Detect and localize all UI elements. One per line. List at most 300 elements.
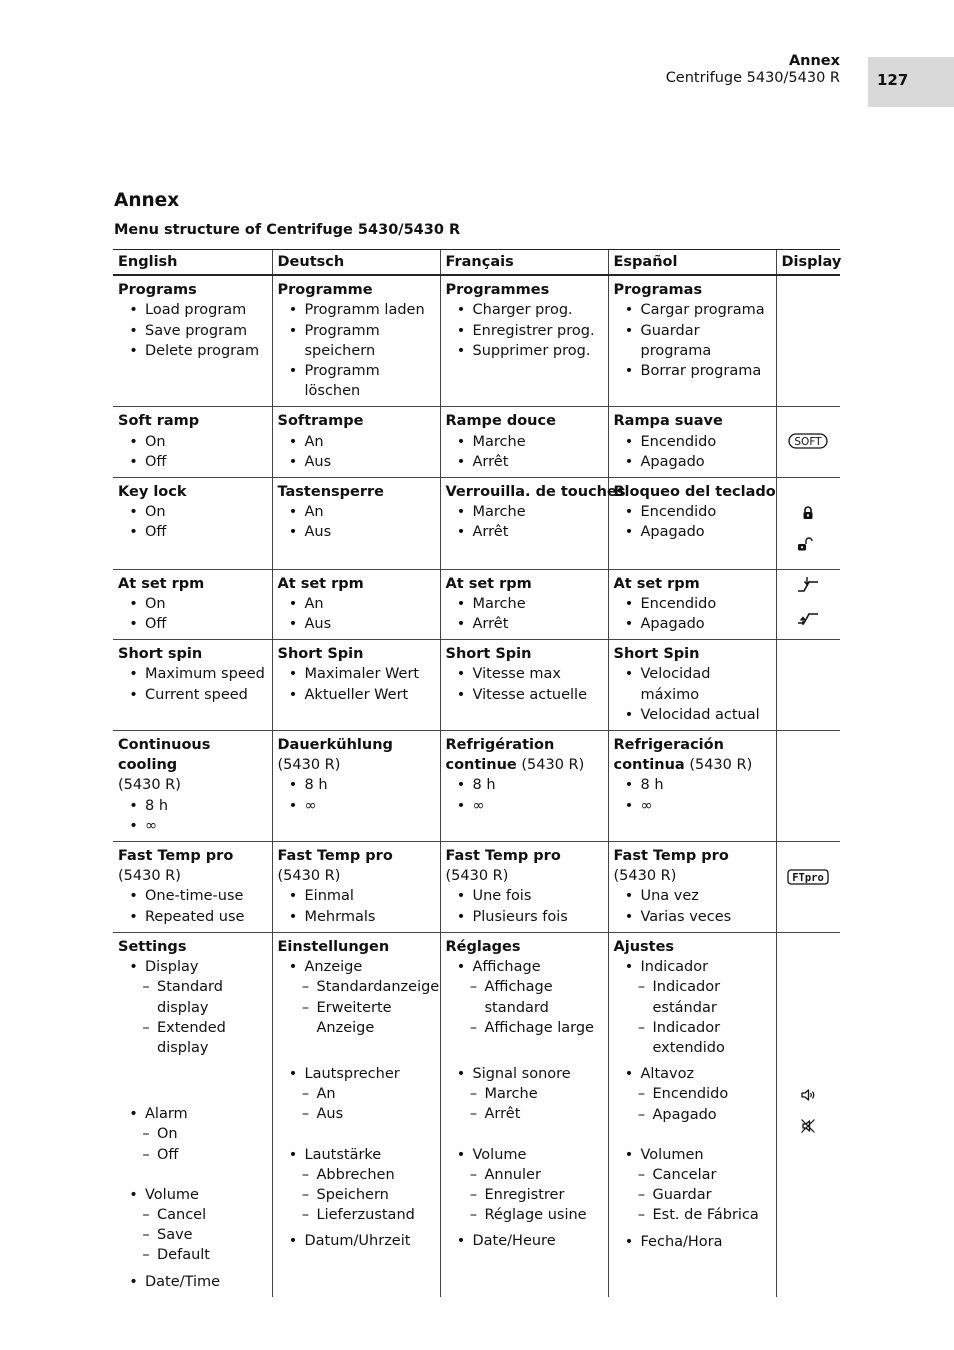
row-title: Programs bbox=[118, 282, 197, 299]
sub-list-item: – Extended display bbox=[118, 1018, 268, 1058]
list-item-text: Arrêt bbox=[472, 524, 509, 541]
row-title: Fast Temp pro bbox=[445, 848, 561, 865]
list-item-text: Off bbox=[157, 1146, 179, 1163]
sub-list-item: – Est. de Fábrica bbox=[614, 1205, 772, 1225]
list-item: • Affichage bbox=[446, 957, 604, 977]
list-item: • Encendido bbox=[614, 502, 772, 522]
list-item-text: An bbox=[304, 433, 324, 450]
cell-en bbox=[113, 640, 272, 731]
list-item-text: An bbox=[304, 595, 324, 612]
row-note: (5430 R) bbox=[689, 757, 753, 774]
list-item: • 8 h bbox=[278, 775, 436, 795]
list-item: • Maximum speed bbox=[118, 664, 268, 684]
row-title: Réglages bbox=[445, 938, 521, 955]
row-title: Refrigeración bbox=[613, 737, 724, 754]
speaker-off-icon bbox=[800, 1118, 816, 1134]
sub-list-item: – Réglage usine bbox=[446, 1205, 604, 1225]
row-title: Dauerkühlung bbox=[277, 737, 393, 754]
list-item-text: Affichage large bbox=[484, 1019, 594, 1036]
cell-en bbox=[113, 842, 272, 933]
sub-list-item: – Indicador extendido bbox=[614, 1018, 772, 1058]
list-item: • Aus bbox=[278, 452, 436, 472]
list-item: • Velocidad máximo bbox=[614, 664, 772, 704]
list-item-text: Volume bbox=[472, 1146, 527, 1163]
list-item: • Aus bbox=[278, 522, 436, 542]
list-item: • Enregistrer prog. bbox=[446, 321, 604, 341]
list-item: • On bbox=[118, 432, 268, 452]
row-title: Fast Temp pro bbox=[613, 848, 729, 865]
cell-de bbox=[272, 569, 440, 640]
row-title-cont: continue bbox=[445, 757, 517, 774]
list-item-text: Borrar programa bbox=[640, 363, 762, 380]
cell-fr bbox=[440, 932, 608, 1296]
list-item-text: Apagado bbox=[640, 524, 705, 541]
list-item-text: Maximum speed bbox=[145, 666, 265, 683]
list-item: • Save program bbox=[118, 321, 268, 341]
list-item-text: Erweiterte Anzeige bbox=[316, 999, 392, 1036]
list-item-text: Fecha/Hora bbox=[640, 1233, 723, 1250]
list-item-text: Anzeige bbox=[304, 959, 363, 976]
list-item-text: Display bbox=[145, 959, 199, 976]
cell-en bbox=[113, 407, 272, 478]
list-item-text: Varias veces bbox=[640, 908, 732, 925]
list-item-text: On bbox=[145, 595, 166, 612]
list-item-text: ∞ bbox=[472, 797, 485, 814]
row-note: (5430 R) bbox=[445, 868, 509, 885]
list-item-text: Lieferzustand bbox=[316, 1207, 415, 1224]
cell-de bbox=[272, 842, 440, 933]
sub-list-item: – Standardanzeige bbox=[278, 977, 436, 997]
row-title: Refrigération bbox=[445, 737, 555, 754]
list-item-text: Off bbox=[145, 453, 167, 470]
list-item-text: Apagado bbox=[652, 1106, 717, 1123]
list-item: • Apagado bbox=[614, 614, 772, 634]
list-item-text: Charger prog. bbox=[472, 302, 573, 319]
list-item-text: Save program bbox=[145, 322, 248, 339]
list-item-text: ∞ bbox=[640, 797, 653, 814]
row-title: Settings bbox=[118, 938, 187, 955]
cell-fr bbox=[440, 407, 608, 478]
row-title: Soft ramp bbox=[118, 413, 200, 430]
row-note: (5430 R) bbox=[521, 757, 585, 774]
list-item: • An bbox=[278, 502, 436, 522]
list-item-text: Affichage standard bbox=[484, 979, 553, 1016]
list-item: • Date/Heure bbox=[446, 1231, 604, 1251]
list-item: • Arrêt bbox=[446, 614, 604, 634]
cell-de bbox=[272, 731, 440, 842]
cell-de bbox=[272, 478, 440, 570]
list-item: • Aus bbox=[278, 614, 436, 634]
cell-display bbox=[776, 569, 840, 640]
sub-list-item: – Affichage large bbox=[446, 1018, 604, 1038]
list-item: • Lautsprecher bbox=[278, 1064, 436, 1084]
list-item-text: On bbox=[145, 433, 166, 450]
cell-en bbox=[113, 569, 272, 640]
list-item: • ∞ bbox=[118, 816, 268, 836]
list-item: • ∞ bbox=[614, 796, 772, 816]
list-item-text: Einmal bbox=[304, 888, 354, 905]
list-item-text: Una vez bbox=[640, 888, 699, 905]
row-title: At set rpm bbox=[445, 575, 532, 592]
table-row bbox=[113, 275, 840, 407]
list-item: • Charger prog. bbox=[446, 300, 604, 320]
list-item-text: Aktueller Wert bbox=[304, 686, 409, 703]
table-header-row bbox=[113, 250, 840, 276]
sub-list-item: – Erweiterte Anzeige bbox=[278, 998, 436, 1038]
list-item-text: Altavoz bbox=[640, 1066, 695, 1083]
list-item: • Guardar programa bbox=[614, 321, 772, 361]
row-note: (5430 R) bbox=[118, 868, 181, 885]
cell-display bbox=[776, 478, 840, 570]
list-item-text: Est. de Fábrica bbox=[652, 1207, 759, 1224]
col-header-deutsch: Deutsch bbox=[272, 250, 440, 276]
list-item-text: Repeated use bbox=[145, 908, 245, 925]
fast-temp-pro-icon bbox=[787, 869, 829, 885]
row-note: (5430 R) bbox=[118, 777, 181, 794]
lock-open-icon bbox=[796, 536, 820, 552]
table-row bbox=[113, 478, 840, 570]
cell-es bbox=[608, 932, 776, 1296]
page-number: 127 bbox=[877, 71, 909, 89]
cell-es bbox=[608, 842, 776, 933]
list-item-text: Cancelar bbox=[652, 1166, 717, 1183]
row-title: Short spin bbox=[118, 646, 203, 663]
list-item: • Repeated use bbox=[118, 907, 268, 927]
row-title: Programas bbox=[613, 282, 703, 299]
sub-list-item: – Cancel bbox=[118, 1205, 268, 1225]
list-item: • On bbox=[118, 502, 268, 522]
cell-es bbox=[608, 731, 776, 842]
list-item-text: Signal sonore bbox=[472, 1065, 571, 1082]
list-item: • On bbox=[118, 594, 268, 614]
soft-ramp-icon bbox=[788, 433, 828, 449]
list-item: • Velocidad actual bbox=[614, 705, 772, 725]
list-item: • Programm laden bbox=[278, 300, 436, 320]
cell-fr bbox=[440, 275, 608, 407]
row-title: Short Spin bbox=[445, 646, 532, 663]
list-item: • Date/Time bbox=[118, 1272, 268, 1292]
list-item-text: Encendido bbox=[652, 1086, 729, 1103]
list-item-text: On bbox=[145, 504, 166, 521]
list-item-text: An bbox=[316, 1086, 336, 1103]
list-item: • Lautstärke bbox=[278, 1145, 436, 1165]
list-item: • Delete program bbox=[118, 341, 268, 361]
list-item-text: Apagado bbox=[640, 453, 705, 470]
list-item: • Einmal bbox=[278, 886, 436, 906]
row-note: (5430 R) bbox=[613, 868, 677, 885]
cell-es bbox=[608, 407, 776, 478]
header-product: Centrifuge 5430/5430 R bbox=[665, 70, 840, 86]
list-item: • Off bbox=[118, 452, 268, 472]
row-title: Programmes bbox=[445, 282, 550, 299]
row-title: Fast Temp pro bbox=[277, 848, 393, 865]
list-item: • An bbox=[278, 594, 436, 614]
at-set-rpm-on-icon bbox=[796, 576, 820, 594]
row-note: (5430 R) bbox=[277, 868, 341, 885]
row-title: Bloqueo del teclado bbox=[613, 484, 776, 501]
list-item: • 8 h bbox=[118, 796, 268, 816]
list-item-text: Mehrmals bbox=[304, 908, 376, 925]
list-item: • Marche bbox=[446, 432, 604, 452]
speaker-on-icon bbox=[800, 1087, 816, 1103]
cell-display bbox=[776, 407, 840, 478]
sub-list-item: – Default bbox=[118, 1245, 268, 1265]
cell-fr bbox=[440, 478, 626, 570]
list-item-text: Volume bbox=[145, 1186, 199, 1203]
running-header bbox=[666, 53, 840, 87]
cell-en bbox=[113, 275, 272, 407]
cell-display bbox=[776, 842, 840, 933]
list-item-text: Marche bbox=[472, 504, 526, 521]
list-item-text: Date/Time bbox=[145, 1273, 221, 1290]
list-item-text: Delete program bbox=[145, 342, 260, 359]
row-title: Short Spin bbox=[277, 646, 364, 663]
list-item-text: Default bbox=[157, 1247, 210, 1264]
row-note: (5430 R) bbox=[277, 757, 341, 774]
list-item: • Una vez bbox=[614, 886, 772, 906]
list-item-text: 8 h bbox=[304, 777, 328, 794]
list-item-text: Programm laden bbox=[304, 302, 425, 319]
page-title: Annex bbox=[114, 190, 180, 211]
list-item: • One-time-use bbox=[118, 886, 268, 906]
row-title: Programme bbox=[277, 282, 373, 299]
list-item-text: Velocidad máximo bbox=[640, 666, 711, 703]
list-item-text: Maximaler Wert bbox=[304, 666, 420, 683]
cell-display bbox=[776, 932, 840, 1296]
sub-list-item: – Annuler bbox=[446, 1165, 604, 1185]
list-item-text: Datum/Uhrzeit bbox=[304, 1233, 411, 1250]
list-item: • Mehrmals bbox=[278, 907, 436, 927]
list-item-text: Indicador bbox=[640, 959, 709, 976]
row-title: Rampe douce bbox=[445, 413, 556, 430]
list-item-text: An bbox=[304, 504, 324, 521]
list-item-text: Current speed bbox=[145, 686, 248, 703]
list-item-text: Arrêt bbox=[484, 1106, 521, 1123]
list-item: • Volume bbox=[118, 1185, 268, 1205]
sub-list-item: – Marche bbox=[446, 1084, 604, 1104]
sub-list-item: – Aus bbox=[278, 1104, 436, 1124]
list-item: • Datum/Uhrzeit bbox=[278, 1231, 436, 1251]
list-item-text: Programm löschen bbox=[304, 363, 380, 400]
list-item-text: Velocidad actual bbox=[640, 706, 760, 723]
cell-fr bbox=[440, 731, 608, 842]
list-item: • Programm speichern bbox=[278, 321, 436, 361]
list-item-text: Volumen bbox=[640, 1146, 704, 1163]
table-row bbox=[113, 407, 840, 478]
sub-list-item: – On bbox=[118, 1124, 268, 1144]
list-item: • Aktueller Wert bbox=[278, 685, 436, 705]
list-item-text: Marche bbox=[472, 433, 526, 450]
list-item: • Supprimer prog. bbox=[446, 341, 604, 361]
list-item-text: Load program bbox=[145, 302, 247, 319]
list-item-text: Encendido bbox=[640, 504, 717, 521]
list-item-text: Guardar programa bbox=[640, 322, 712, 359]
list-item: • Programm löschen bbox=[278, 361, 436, 401]
cell-de bbox=[272, 640, 440, 731]
row-title: Ajustes bbox=[613, 938, 675, 955]
col-header-english: English bbox=[113, 250, 272, 276]
list-item-text: Lautstärke bbox=[304, 1146, 382, 1163]
row-title: Einstellungen bbox=[277, 938, 390, 955]
page-number-box bbox=[868, 57, 954, 107]
list-item: • Volumen bbox=[614, 1145, 772, 1165]
list-item: • Varias veces bbox=[614, 907, 772, 927]
sub-list-item: – Affichage standard bbox=[446, 977, 604, 1017]
row-title: At set rpm bbox=[118, 575, 205, 592]
at-set-rpm-off-icon bbox=[796, 608, 820, 626]
list-item-text: Réglage usine bbox=[484, 1207, 587, 1224]
list-item-text: ∞ bbox=[304, 797, 317, 814]
list-item: • Apagado bbox=[614, 452, 772, 472]
row-title: At set rpm bbox=[613, 575, 700, 592]
svg-text:FTpro: FTpro bbox=[792, 872, 825, 885]
list-item: • Signal sonore bbox=[446, 1064, 604, 1084]
list-item: • Maximaler Wert bbox=[278, 664, 436, 684]
list-item-text: Aus bbox=[304, 453, 332, 470]
list-item: • Encendido bbox=[614, 594, 772, 614]
list-item: • Fecha/Hora bbox=[614, 1232, 772, 1252]
list-item-text: Plusieurs fois bbox=[472, 908, 568, 925]
cell-en bbox=[113, 478, 272, 570]
list-item-text: Affichage bbox=[472, 959, 541, 976]
list-item: • Off bbox=[118, 522, 268, 542]
list-item-text: Encendido bbox=[640, 595, 717, 612]
list-item-text: Date/Heure bbox=[472, 1233, 556, 1250]
list-item: • Off bbox=[118, 614, 268, 634]
list-item: • Display bbox=[118, 957, 268, 977]
list-item-text: Save bbox=[157, 1227, 193, 1244]
row-title: Verrouilla. de touches bbox=[445, 484, 626, 501]
list-item-text: Speichern bbox=[316, 1186, 389, 1203]
table-row bbox=[113, 569, 840, 640]
list-item-text: Marche bbox=[484, 1086, 538, 1103]
sub-list-item: – Encendido bbox=[614, 1084, 772, 1104]
list-item-text: 8 h bbox=[145, 797, 169, 814]
list-item-text: Vitesse actuelle bbox=[472, 686, 588, 703]
sub-list-item: – Enregistrer bbox=[446, 1185, 604, 1205]
list-item: • ∞ bbox=[278, 796, 436, 816]
list-item: • Vitesse actuelle bbox=[446, 685, 604, 705]
list-item-text: Enregistrer prog. bbox=[472, 322, 595, 339]
sub-list-item: – Apagado bbox=[614, 1105, 772, 1125]
sub-list-item: – Cancelar bbox=[614, 1165, 772, 1185]
lock-closed-icon bbox=[800, 505, 816, 521]
row-title: Rampa suave bbox=[613, 413, 723, 430]
table-row bbox=[113, 932, 840, 1296]
list-item-text: Supprimer prog. bbox=[472, 342, 591, 359]
list-item: • Current speed bbox=[118, 685, 268, 705]
list-item-text: One-time-use bbox=[145, 888, 244, 905]
list-item: • Arrêt bbox=[446, 522, 604, 542]
row-title: Fast Temp pro bbox=[118, 848, 234, 865]
list-item: • Marche bbox=[446, 594, 604, 614]
list-item-text: Extended display bbox=[157, 1019, 226, 1056]
cell-en bbox=[113, 731, 272, 842]
list-item: • Arrêt bbox=[446, 452, 604, 472]
sub-list-item: – Speichern bbox=[278, 1185, 436, 1205]
cell-display bbox=[776, 640, 840, 731]
header-section: Annex bbox=[788, 53, 840, 69]
list-item-text: Apagado bbox=[640, 616, 705, 633]
cell-de bbox=[272, 932, 440, 1296]
sub-list-item: – Off bbox=[118, 1145, 268, 1165]
sub-list-item: – Guardar bbox=[614, 1185, 772, 1205]
row-title: Tastensperre bbox=[277, 484, 385, 501]
cell-es bbox=[608, 478, 776, 570]
list-item: • 8 h bbox=[614, 775, 772, 795]
list-item-text: Indicador estándar bbox=[652, 979, 721, 1016]
list-item: • Plusieurs fois bbox=[446, 907, 604, 927]
svg-text:SOFT: SOFT bbox=[794, 436, 822, 449]
row-title: Continuous cooling bbox=[118, 737, 211, 774]
list-item-text: Guardar bbox=[652, 1187, 712, 1204]
list-item: • Load program bbox=[118, 300, 268, 320]
list-item: • Une fois bbox=[446, 886, 604, 906]
list-item-text: Vitesse max bbox=[472, 666, 561, 683]
cell-display bbox=[776, 275, 840, 407]
list-item: • Altavoz bbox=[614, 1064, 772, 1084]
row-title: Short Spin bbox=[613, 646, 700, 663]
cell-es bbox=[608, 275, 776, 407]
cell-es bbox=[608, 640, 776, 731]
list-item-text: ∞ bbox=[145, 817, 158, 834]
col-header-display: Display bbox=[776, 250, 840, 276]
sub-list-item: – Arrêt bbox=[446, 1104, 604, 1124]
list-item: • Volume bbox=[446, 1145, 604, 1165]
list-item-text: Aus bbox=[304, 616, 332, 633]
list-item-text: Arrêt bbox=[472, 616, 509, 633]
row-title-cont: continua bbox=[613, 757, 685, 774]
list-item-text: Aus bbox=[304, 524, 332, 541]
cell-en bbox=[113, 932, 272, 1296]
list-item: • ∞ bbox=[446, 796, 604, 816]
sub-list-item: – An bbox=[278, 1084, 436, 1104]
row-title: At set rpm bbox=[277, 575, 364, 592]
menu-structure-table bbox=[113, 249, 840, 1297]
list-item: • Cargar programa bbox=[614, 300, 772, 320]
list-item-text: Lautsprecher bbox=[304, 1065, 400, 1082]
cell-de bbox=[272, 275, 440, 407]
table-row bbox=[113, 842, 840, 933]
list-item: • Alarm bbox=[118, 1104, 268, 1124]
sub-list-item: – Abbrechen bbox=[278, 1165, 436, 1185]
cell-display bbox=[776, 731, 840, 842]
cell-fr bbox=[440, 842, 608, 933]
list-item-text: Indicador extendido bbox=[652, 1019, 725, 1056]
list-item-text: 8 h bbox=[640, 777, 664, 794]
list-item-text: Cancel bbox=[157, 1206, 207, 1223]
row-title: Key lock bbox=[118, 484, 187, 501]
sub-list-item: – Standard display bbox=[118, 977, 268, 1017]
table-row bbox=[113, 731, 840, 842]
list-item: • Vitesse max bbox=[446, 664, 604, 684]
list-item-text: Standardanzeige bbox=[316, 979, 440, 996]
list-item-text: Standard display bbox=[157, 979, 223, 1016]
sub-list-item: – Lieferzustand bbox=[278, 1205, 436, 1225]
list-item-text: Une fois bbox=[472, 888, 532, 905]
col-header-francais: Français bbox=[440, 250, 608, 276]
sub-list-item: – Save bbox=[118, 1225, 268, 1245]
sub-list-item: – Indicador estándar bbox=[614, 977, 772, 1017]
list-item-text: Alarm bbox=[145, 1106, 188, 1123]
list-item: • Anzeige bbox=[278, 957, 436, 977]
table-row bbox=[113, 640, 840, 731]
list-item-text: Enregistrer bbox=[484, 1186, 565, 1203]
list-item-text: Off bbox=[145, 616, 167, 633]
cell-es bbox=[608, 569, 776, 640]
cell-fr bbox=[440, 640, 608, 731]
list-item-text: Encendido bbox=[640, 433, 717, 450]
